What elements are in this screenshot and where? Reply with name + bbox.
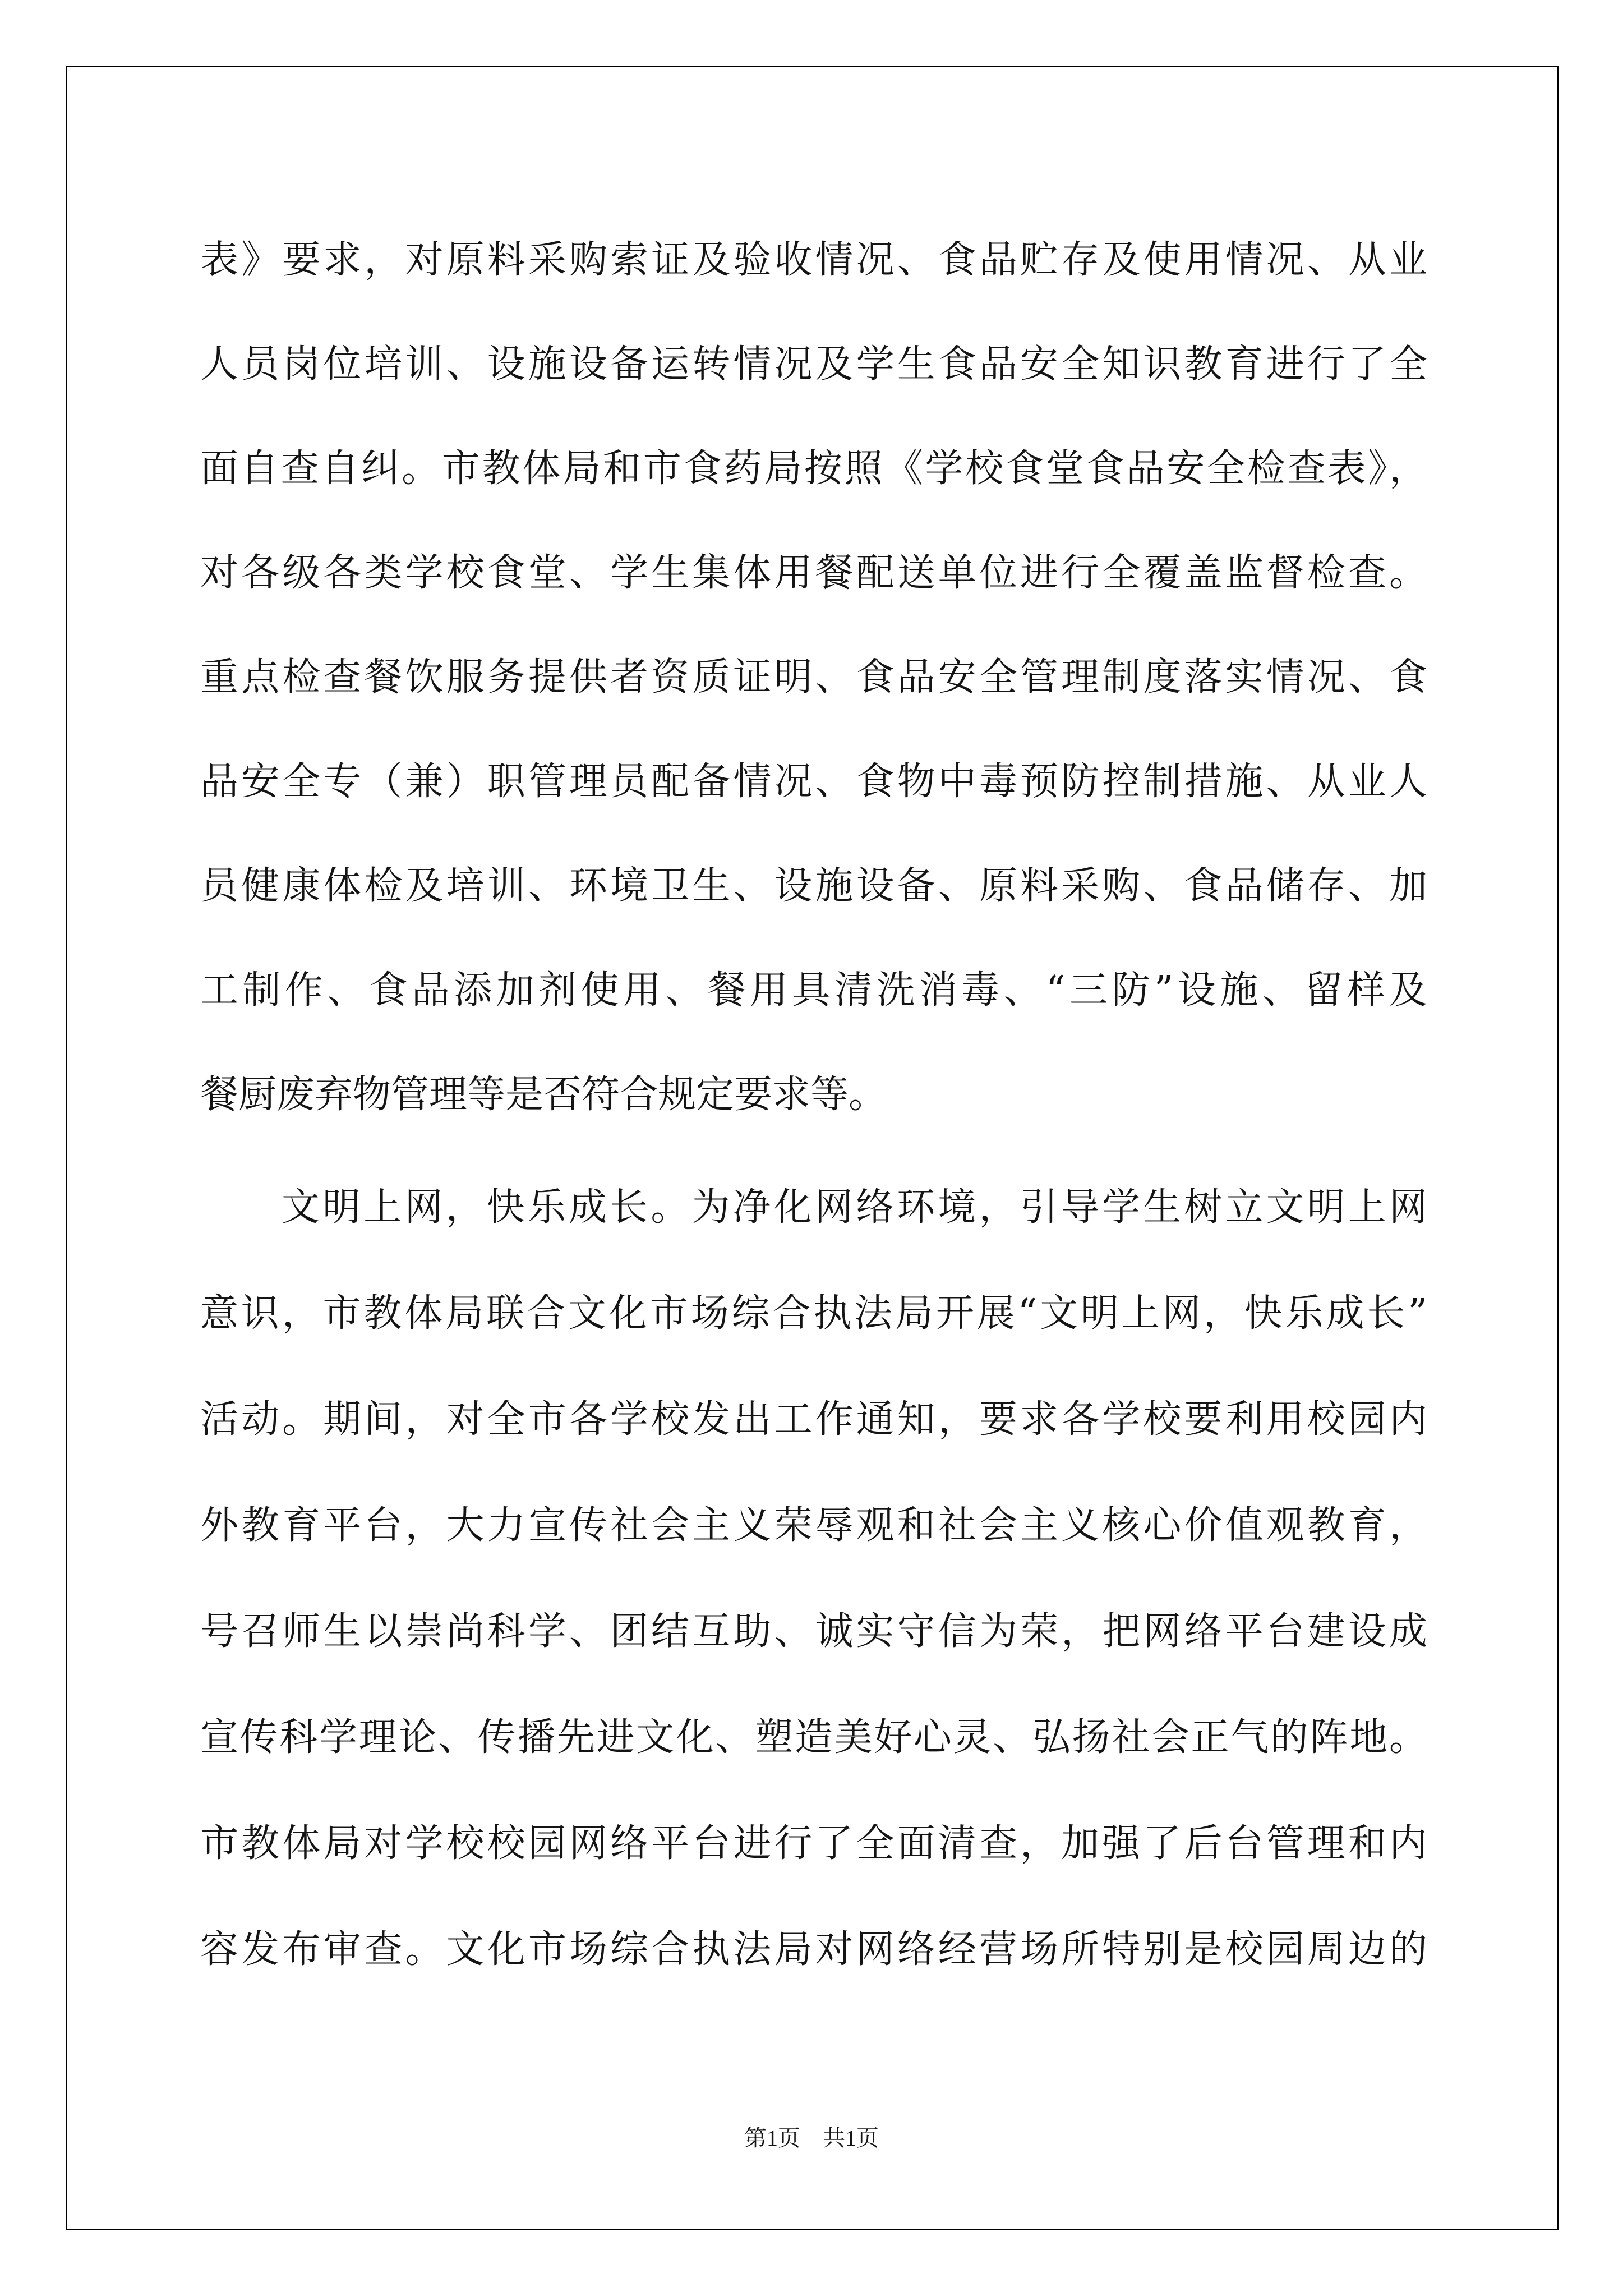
text-line: 市教体局对学校校园网络平台进行了全面清查，加强了后台管理和内 <box>200 1821 1427 1866</box>
paragraph-food-safety <box>200 208 1427 1147</box>
text-line: 宣传科学理论、传播先进文化、塑造美好心灵、弘扬社会正气的阵地。 <box>200 1715 1427 1760</box>
paragraph-civilized-internet <box>200 1154 1427 2003</box>
text-line: 餐厨废弃物管理等是否符合规定要求等。 <box>200 1073 887 1117</box>
text-line: 活动。期间，对全市各学校发出工作通知，要求各学校要利用校园内 <box>200 1397 1427 1442</box>
text-line: 意识，市教体局联合文化市场综合执法局开展“文明上网，快乐成长” <box>200 1291 1427 1336</box>
text-line: 文明上网，快乐成长。为净化网络环境，引导学生树立文明上网 <box>282 1185 1427 1230</box>
text-line: 重点检查餐饮服务提供者资质证明、食品安全管理制度落实情况、食 <box>200 655 1427 700</box>
text-line: 面自查自纠。市教体局和市食药局按照《学校食堂食品安全检查表》， <box>200 447 1427 491</box>
text-line: 号召师生以崇尚科学、团结互助、诚实守信为荣，把网络平台建设成 <box>200 1609 1427 1654</box>
text-line: 人员岗位培训、设施设备运转情况及学生食品安全知识教育进行了全 <box>200 342 1427 386</box>
text-line: 员健康体检及培训、环境卫生、设施设备、原料采购、食品储存、加 <box>200 864 1427 908</box>
text-line: 容发布审查。文化市场综合执法局对网络经营场所特别是校园周边的 <box>200 1927 1427 1972</box>
text-line: 表》要求，对原料采购索证及验收情况、食品贮存及使用情况、从业 <box>200 238 1427 282</box>
text-line: 工制作、食品添加剂使用、餐用具清洗消毒、“三防”设施、留样及 <box>200 968 1427 1013</box>
text-line: 品安全专（兼）职管理员配备情况、食物中毒预防控制措施、从业人 <box>200 760 1427 804</box>
text-line: 对各级各类学校食堂、学生集体用餐配送单位进行全覆盖监督检查。 <box>200 551 1427 595</box>
page-number-footer: 第1页 共1页 <box>744 2125 879 2151</box>
text-line: 外教育平台，大力宣传社会主义荣辱观和社会主义核心价值观教育， <box>200 1503 1427 1548</box>
